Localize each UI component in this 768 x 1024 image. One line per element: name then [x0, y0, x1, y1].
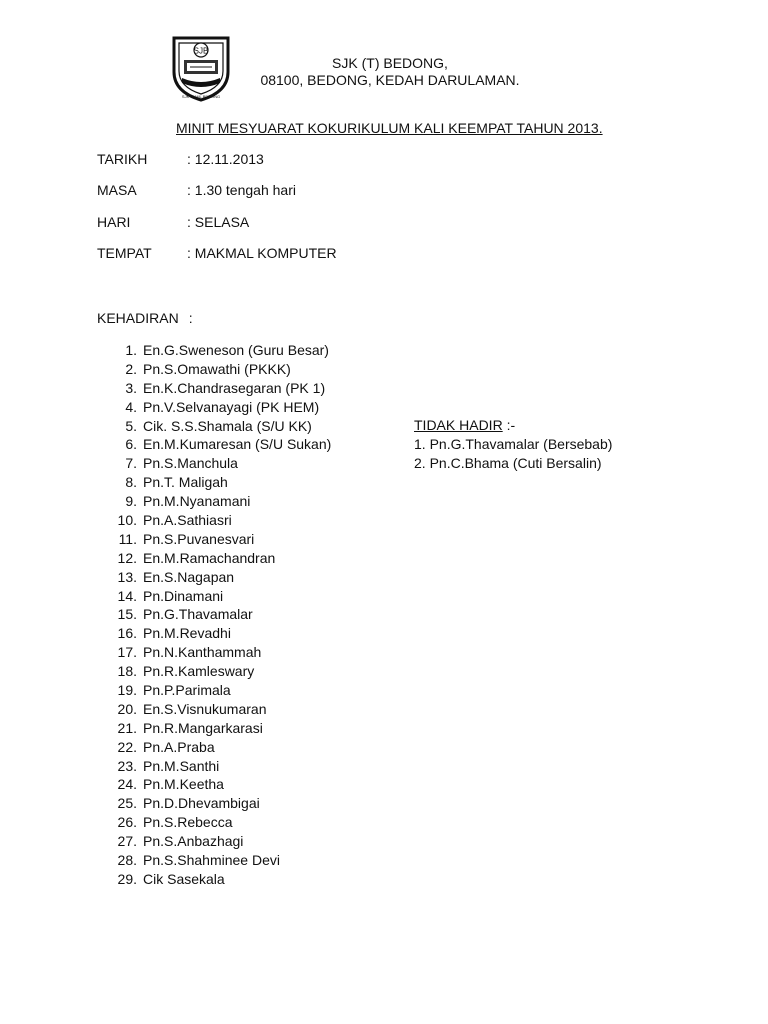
document-title: MINIT MESYUARAT KOKURIKULUM KALI KEEMPAT TAHUN 2013.: [176, 120, 603, 136]
attendee-item: [104, 700, 331, 719]
attendee-name: En.M.Kumaresan (S/U Sukan): [143, 436, 332, 453]
attendee-item: [104, 417, 331, 436]
attendee-number: 1.: [125, 342, 137, 358]
attendee-number: 26.: [117, 814, 137, 831]
meta-value: : MAKMAL KOMPUTER: [187, 245, 337, 261]
attendee-item: [104, 492, 331, 511]
absent-list: [414, 435, 612, 473]
attendee-number: 3.: [125, 379, 137, 396]
attendee-name: Pn.M.Santhi: [143, 757, 220, 774]
attendee-number: 22.: [117, 738, 137, 755]
meta-value: : 1.30 tengah hari: [187, 182, 296, 198]
attendee-name: Pn.M.Revadhi: [143, 625, 231, 642]
attendee-item: [104, 757, 331, 776]
attendee-item: [104, 549, 331, 568]
attendee-item: [104, 813, 331, 832]
attendee-item: [104, 681, 331, 700]
attendee-name: Pn.R.Kamleswary: [143, 663, 255, 680]
attendee-item: [104, 568, 331, 587]
attendee-number: 21.: [117, 719, 137, 736]
attendee-name: En.K.Chandrasegaran (PK 1): [143, 379, 326, 396]
attendee-item: [104, 624, 331, 643]
attendee-list: [104, 341, 331, 889]
logo-initials: SJB: [193, 46, 209, 56]
attendee-number: 16.: [117, 625, 137, 642]
attendee-name: Pn.Dinamani: [143, 587, 224, 604]
absent-heading-label: TIDAK HADIR: [414, 417, 503, 433]
meta-row-masa: [97, 182, 296, 198]
attendee-number: 24.: [117, 776, 137, 793]
attendee-name: Pn.S.Omawathi (PKKK): [143, 360, 291, 377]
attendee-number: 5.: [125, 417, 137, 434]
meta-label: TEMPAT: [97, 245, 152, 261]
attendee-name: Pn.S.Rebecca: [143, 814, 233, 831]
school-logo: [170, 32, 232, 102]
absent-section: [414, 416, 612, 473]
attendance-label: KEHADIRAN: [97, 310, 179, 326]
attendee-number: 9.: [125, 493, 137, 510]
absent-item: 2. Pn.C.Bhama (Cuti Bersalin): [414, 455, 602, 471]
meta-row-tempat: [97, 245, 337, 261]
school-address: 08100, BEDONG, KEDAH DARULAMAN.: [260, 72, 520, 88]
attendee-name: Pn.D.Dhevambigai: [143, 795, 260, 812]
meta-value: : 12.11.2013: [187, 151, 264, 167]
logo-text: SJK TAMIL BEDONG: [181, 94, 221, 99]
school-crest-icon: [170, 32, 232, 102]
attendee-item: [104, 643, 331, 662]
attendee-item: [104, 775, 331, 794]
attendee-item: [104, 530, 331, 549]
meta-label: TARIKH: [97, 151, 148, 167]
attendee-item: [104, 587, 331, 606]
attendee-item: [104, 832, 331, 851]
school-header: [240, 55, 540, 89]
attendee-name: En.G.Sweneson (Guru Besar): [143, 342, 329, 358]
attendee-item: [104, 794, 331, 813]
attendee-item: [104, 341, 331, 360]
attendee-number: 4.: [125, 398, 137, 415]
attendee-name: Cik Sasekala: [143, 870, 225, 887]
attendee-name: Pn.R.Mangarkarasi: [143, 719, 263, 736]
attendee-name: Cik. S.S.Shamala (S/U KK): [143, 417, 312, 434]
attendee-number: 20.: [117, 700, 137, 717]
attendee-name: Pn.A.Praba: [143, 738, 215, 755]
attendee-item: [104, 379, 331, 398]
attendee-number: 14.: [117, 587, 137, 604]
attendee-item: [104, 738, 331, 757]
attendee-item: [104, 605, 331, 624]
attendee-number: 28.: [117, 852, 137, 869]
attendee-number: 6.: [125, 436, 137, 453]
attendee-name: Pn.S.Puvanesvari: [143, 530, 255, 547]
attendee-item: [104, 398, 331, 417]
attendee-number: 13.: [117, 568, 137, 585]
attendee-name: Pn.M.Nyanamani: [143, 493, 251, 510]
attendee-name: En.S.Visnukumaran: [143, 700, 267, 717]
meta-value: : SELASA: [187, 214, 250, 230]
attendee-item: [104, 870, 331, 889]
attendee-name: Pn.S.Shahminee Devi: [143, 852, 280, 869]
attendee-name: Pn.N.Kanthammah: [143, 644, 262, 661]
absent-heading-suffix: :-: [502, 417, 516, 433]
attendance-colon: :: [188, 310, 193, 326]
attendance-heading: [97, 310, 193, 326]
attendee-item: [104, 454, 331, 473]
attendee-number: 10.: [117, 512, 137, 529]
meta-label: MASA: [97, 182, 137, 198]
attendee-name: En.M.Ramachandran: [143, 549, 276, 566]
meta-row-hari: [97, 214, 249, 230]
attendee-number: 29.: [117, 870, 137, 887]
attendee-name: Pn.A.Sathiasri: [143, 512, 232, 529]
attendee-item: [104, 511, 331, 530]
attendee-item: [104, 360, 331, 379]
attendee-item: [104, 435, 331, 454]
absent-heading: [414, 416, 612, 435]
attendee-number: 2.: [125, 360, 137, 377]
school-name: SJK (T) BEDONG,: [332, 55, 448, 71]
attendee-number: 25.: [117, 795, 137, 812]
attendee-number: 8.: [125, 474, 137, 491]
attendee-number: 23.: [117, 757, 137, 774]
attendee-item: [104, 719, 331, 738]
attendee-name: En.S.Nagapan: [143, 568, 235, 585]
absent-item: 1. Pn.G.Thavamalar (Bersebab): [414, 436, 613, 452]
attendee-number: 11.: [118, 530, 137, 547]
attendee-item: [104, 473, 331, 492]
meta-label: HARI: [97, 214, 131, 230]
attendee-name: Pn.M.Keetha: [143, 776, 224, 793]
attendee-name: Pn.T. Maligah: [143, 474, 228, 491]
attendee-name: Pn.P.Parimala: [143, 682, 231, 699]
attendee-item: [104, 851, 331, 870]
attendee-number: 15.: [117, 606, 137, 623]
attendee-number: 17.: [117, 644, 137, 661]
attendee-number: 27.: [117, 833, 137, 850]
attendee-number: 18.: [117, 663, 137, 680]
attendee-name: Pn.S.Manchula: [143, 455, 238, 472]
attendee-name: Pn.G.Thavamalar: [143, 606, 253, 623]
attendee-name: Pn.S.Anbazhagi: [143, 833, 244, 850]
attendee-number: 19.: [117, 682, 137, 699]
meta-row-tarikh: [97, 151, 264, 167]
attendee-item: [104, 662, 331, 681]
attendee-name: Pn.V.Selvanayagi (PK HEM): [143, 398, 320, 415]
attendee-number: 12.: [117, 549, 137, 566]
attendee-number: 7.: [125, 455, 137, 472]
